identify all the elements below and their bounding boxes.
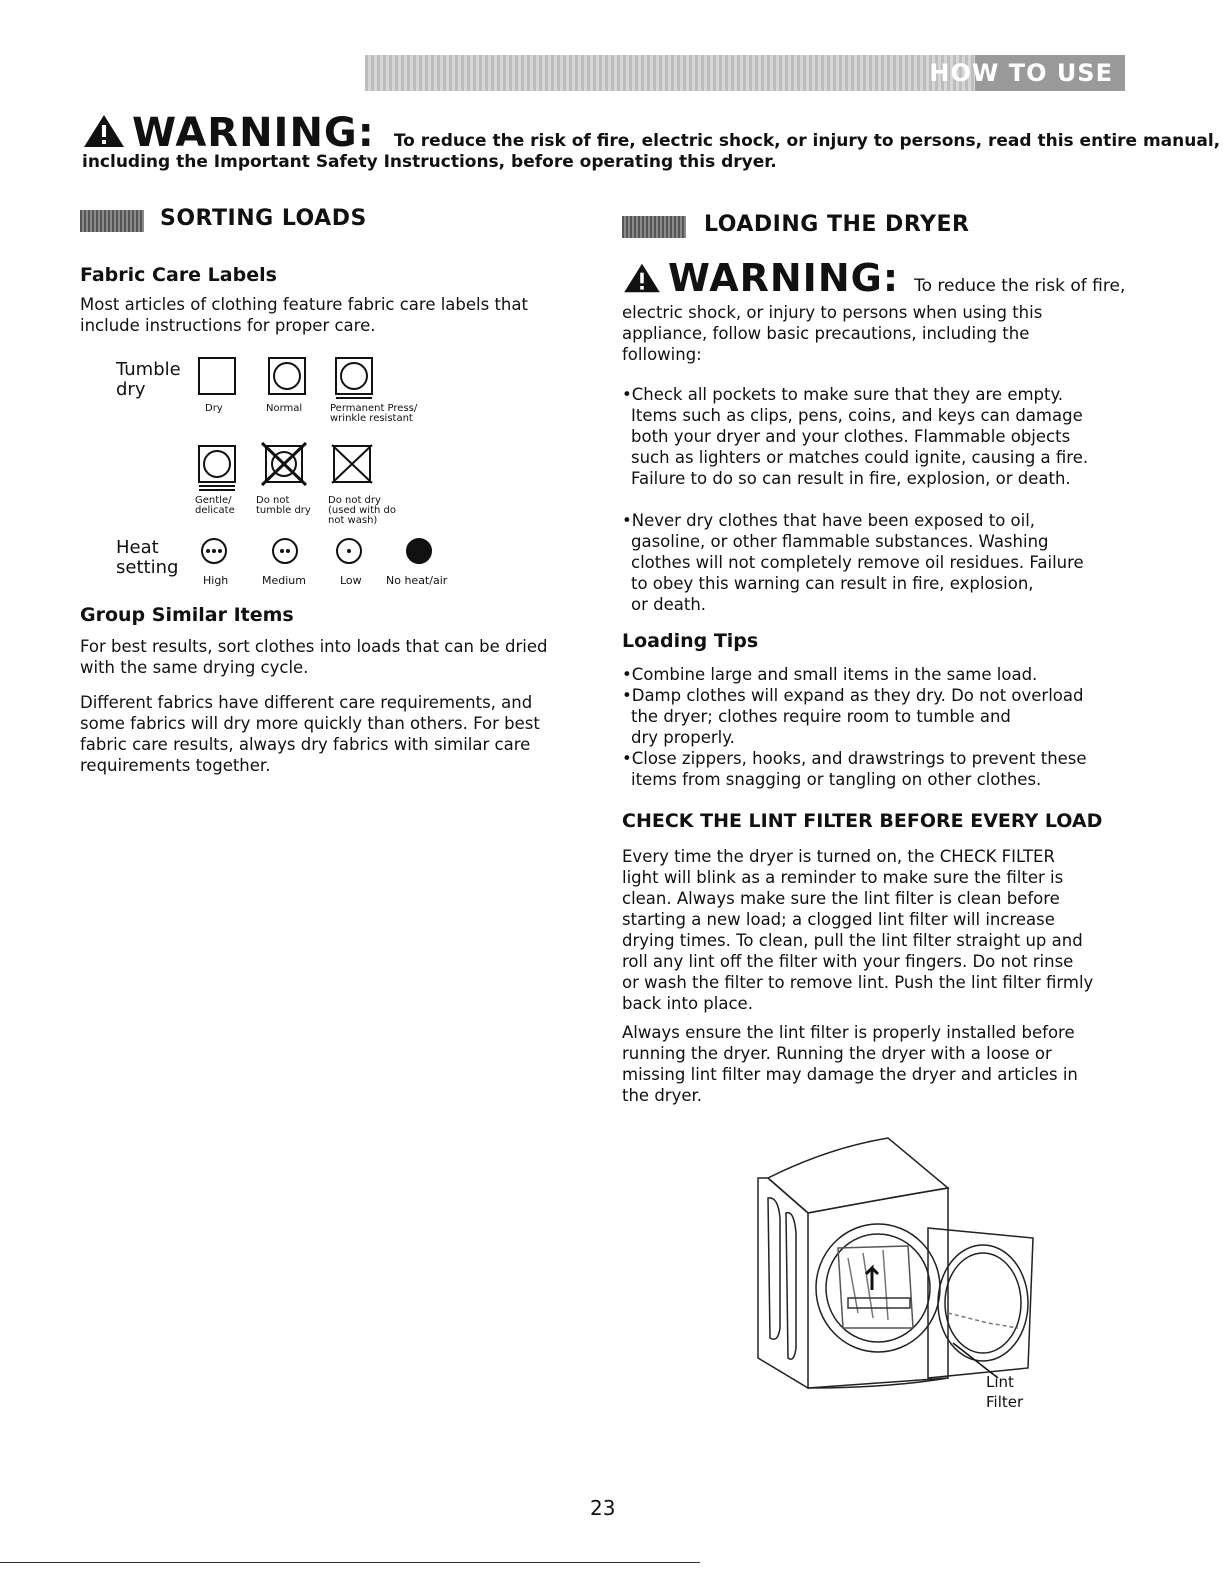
gentle-caption: Gentle/ delicate: [195, 495, 235, 516]
main-warning: [82, 110, 1220, 156]
sorting-title: SORTING LOADS: [160, 206, 367, 231]
fabric-care-heading: Fabric Care Labels: [80, 264, 277, 286]
group-similar-p1: For best results, sort clothes into loads that can be dried with the same drying cycle.: [80, 637, 548, 677]
do-not-dry-caption: Do not dry (used with do not wash): [328, 495, 396, 526]
gentle-symbol-icon: [198, 445, 238, 493]
loading-tips-heading: Loading Tips: [622, 630, 759, 652]
heat-setting-label: Heat setting: [116, 537, 179, 578]
warning-word: WARNING:: [132, 110, 375, 156]
group-similar-heading: Group Similar Items: [80, 604, 294, 626]
loading-warning: [622, 256, 1125, 300]
do-not-tumble-dry-icon: [262, 445, 306, 485]
loading-tips-list: •Combine large and small items in the same load. •Damp clothes will expand as they dry. Do not overload the dryer; clothes require room to tumble and dry properly. •Close zippers, hooks, and drawstrings to prevent these items from snagging or tangling on other clothes.: [622, 665, 1087, 789]
group-similar-p2: Different fabrics have different care requirements, and some fabrics will dry more quickly than others. For best fabric care results, always dry fabrics with similar care requirements together.: [80, 693, 540, 775]
tumble-dry-label: Tumble dry: [116, 359, 181, 400]
section-tab-label: HOW TO USE: [929, 59, 1113, 87]
lint-filter-heading: CHECK THE LINT FILTER BEFORE EVERY LOAD: [622, 810, 1103, 832]
section-banner: [365, 55, 1125, 91]
bullet-icon: •: [622, 385, 632, 404]
loading-title: LOADING THE DRYER: [704, 212, 970, 237]
lint-filter-p2: Always ensure the lint filter is properly installed before running the dryer. Running the dryer with a loose or missing lint filter may damage the dryer and articles in the dryer.: [622, 1023, 1078, 1105]
bullet-check-pockets: •Check all pockets to make sure that they are empty. Items such as clips, pens, coins, and keys can damage both your dryer and your clothes. Flammable objects such as lighters or matches could ignite, causing a fire. Failure to do so can result in fire, explosion, or death.: [622, 385, 1089, 488]
bottom-rule: [0, 1562, 700, 1563]
no-heat-icon: [405, 537, 435, 567]
fabric-care-text: Most articles of clothing feature fabric care labels that include instructions for proper care.: [80, 295, 528, 335]
dryer-illustration: [738, 1138, 1058, 1408]
page-number: 23: [590, 1496, 616, 1520]
bullet-icon: •: [622, 511, 632, 530]
bullet-never-dry: •Never dry clothes that have been exposed to oil, gasoline, or other flammable substances. Washing clothes will not completely remove oil residues. Failure to obey this warning can result in fire, explosion, or death.: [622, 511, 1084, 614]
low-caption: Low: [340, 574, 362, 587]
dry-caption: Dry: [205, 403, 223, 414]
no-heat-caption: No heat/air: [386, 574, 448, 587]
warning-triangle-icon: [622, 262, 662, 294]
loading-warning-text: electric shock, or injury to persons when using this appliance, follow basic precautions, including the following:: [622, 303, 1043, 364]
permanent-press-symbol-icon: [335, 357, 375, 401]
lint-filter-p1: Every time the dryer is turned on, the CHECK FILTER light will blink as a reminder to make sure the filter is clean. Always make sure the lint filter is clean before starting a new load; a clogged lint filter will increase drying times. To clean, pull the lint filter straight up and roll any lint off the filter with your fingers. Do not rinse or wash the filter to remove lint. Push the lint filter firmly back into place.: [622, 847, 1094, 1013]
do-not-dry-icon: [330, 445, 374, 485]
warning-word: WARNING:: [668, 256, 900, 300]
warning-triangle-icon: [82, 113, 126, 149]
section-marker: [80, 210, 144, 232]
section-marker: [622, 216, 686, 238]
normal-caption: Normal: [266, 403, 303, 414]
medium-heat-icon: [271, 537, 301, 567]
warning-text-line2: including the Important Safety Instructions, before operating this dryer.: [82, 152, 777, 172]
medium-caption: Medium: [262, 574, 306, 587]
high-heat-icon: [200, 537, 230, 567]
loading-warning-line1: To reduce the risk of fire,: [914, 276, 1126, 296]
warning-text-line1: To reduce the risk of fire, electric shock, or injury to persons, read this entire manual,: [393, 131, 1221, 151]
do-not-tumble-caption: Do not tumble dry: [256, 495, 311, 516]
high-caption: High: [203, 574, 229, 587]
permanent-press-caption: Permanent Press/ wrinkle resistant: [330, 403, 418, 424]
low-heat-icon: [335, 537, 365, 567]
normal-symbol-icon: [268, 357, 308, 397]
lint-filter-caption: Lint Filter: [986, 1373, 1024, 1411]
dry-symbol-icon: [198, 357, 238, 397]
